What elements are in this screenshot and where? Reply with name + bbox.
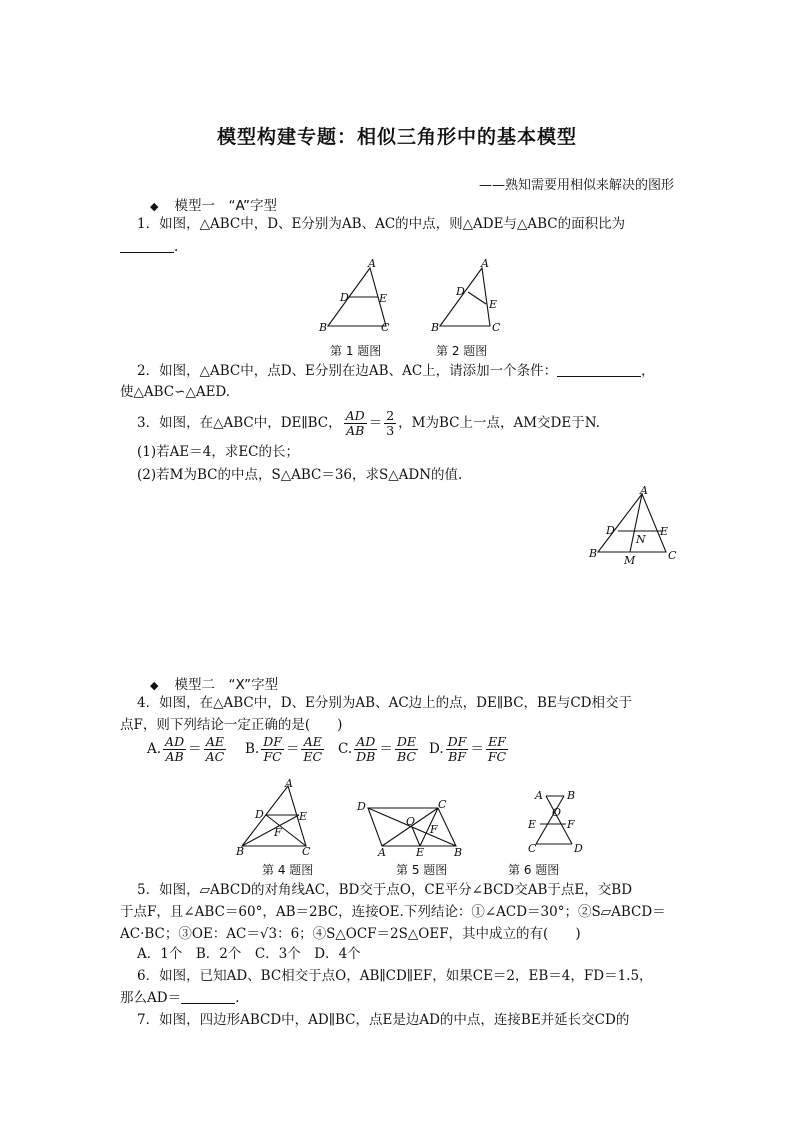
question-3-part-2: (2)若M为BC的中点，S△ABC＝36，求S△ADN的值. [137,467,463,483]
label-m: M [624,554,636,567]
label-c-2: C [492,321,501,334]
page-title: 模型构建专题：相似三角形中的基本模型 [216,126,577,148]
label-b-4: B [236,845,245,858]
label-a-4: A [285,778,293,790]
label-f-5: F [430,823,438,836]
fraction-two-thirds: $\frac{2}{3}$ [386,408,395,438]
label-c-6: C [528,842,537,855]
question-2-line-2: 使△ABC∽△AED. [120,384,231,400]
q4-option-a: A. $\frac{AD}{AB}$ ＝ $\frac{AE}{AC}$ [147,734,225,764]
label-d-3: D [606,524,615,537]
label-b-5: B [454,846,463,858]
figure-4 [230,778,320,858]
label-e: E [379,292,388,305]
answer-blank [181,989,235,1004]
label-e-3: E [660,525,669,538]
q4-option-d: D. $\frac{DF}{BF}$ ＝ $\frac{EF}{FC}$ [429,734,507,764]
label-b-6: B [567,789,576,802]
label-b: B [319,321,328,334]
question-2-line-1: 2．如图，△ABC中，点D、E分别在边AB、AC上，请添加一个条件： ， [137,363,655,379]
label-d: D [340,291,349,304]
figure-2 [426,258,510,338]
label-f-6: F [567,818,575,831]
label-n: N [636,533,646,546]
question-6-line-2: 那么AD＝ . [120,990,240,1006]
caption-fig5: 第 5 题图 [396,863,448,877]
section-header-model1: ◆ 模型一 “A”字型 [150,198,278,214]
question-1-line-2: . [120,236,680,258]
question-1-line-1: 1．如图，△ABC中，D、E分别为AB、AC的中点，则△ADE与△ABC的面积比为 [137,216,626,232]
label-d-2: D [456,285,465,298]
question-5-line-1: 5．如图，▱ABCD的对角线AC，BD交于点O，CE平分∠BCD交AB于点E，交BD [137,882,633,898]
question-6-line-1: 6．如图，已知AD、BC相交于点O，AB∥CD∥EF，如果CE＝2，EB＝4，FD＝1.5， [137,968,653,984]
label-a-5: A [378,846,386,858]
q4-option-b: B. $\frac{DF}{FC}$ ＝ $\frac{AE}{EC}$ [245,734,323,764]
question-5-line-4: A．1个 B．2个 C．3个 D．4个 [137,946,361,962]
segment-de-2 [468,292,486,304]
fraction-ad-ab: $\frac{AD}{AB}$ [345,408,365,438]
section-header-model2: ◆ 模型二 “X”字型 [150,677,279,693]
label-d-6: D [574,842,583,855]
answer-blank [120,238,174,253]
label-a: A [368,258,376,270]
label-a-6: A [535,789,543,802]
label-a-2: A [481,258,489,270]
diamond-bullet-icon: ◆ [150,679,159,692]
question-4-line-2: 点F，则下列结论一定正确的是( ) [120,717,343,733]
label-c-3: C [668,549,677,562]
label-e-2: E [489,298,498,311]
figure-6 [528,786,588,858]
diamond-bullet-icon: ◆ [150,200,159,213]
question-5-line-3: AC·BC；③OE：AC＝√3：6；④S△OCF＝2S△OEF，其中成立的有( ) [120,926,581,942]
question-4-line-1: 4．如图，在△ABC中，D、E分别为AB、AC边上的点，DE∥BC，BE与CD相交于 [137,695,632,711]
page-subtitle: ——熟知需要用相似来解决的图形 [478,178,674,193]
label-o-6: O [552,806,562,819]
label-e-6: E [528,818,537,831]
label-b-3: B [589,547,598,560]
label-e-5: E [416,846,425,858]
label-c: C [381,321,390,334]
figure-3 [584,484,684,570]
figure-5 [350,798,470,858]
caption-fig6: 第 6 题图 [508,863,560,877]
caption-fig2: 第 2 题图 [436,344,488,358]
label-b-2: B [431,321,440,334]
figure-1 [316,258,396,338]
label-c-4: C [302,845,311,858]
label-e-4: E [299,810,308,823]
label-c-5: C [438,798,447,811]
label-o-5: O [406,815,416,828]
q4-option-c: C. $\frac{AD}{DB}$ ＝ $\frac{DE}{BC}$ [338,734,417,764]
label-d-4: D [255,808,264,821]
question-5-line-2: 于点F，且∠ABC＝60°，AB＝2BC，连接OE.下列结论：①∠ACD＝30°；②S▱ABCD＝ [120,904,666,920]
label-a-3: A [640,484,648,497]
question-7-line-1: 7．如图，四边形ABCD中，AD∥BC，点E是边AD的中点，连接BE并延长交CD的 [137,1012,630,1028]
triangle-abc-2 [440,268,490,326]
answer-blank [557,362,641,377]
segment-be [242,815,299,846]
label-d-5: D [357,800,366,813]
caption-fig4: 第 4 题图 [262,863,314,877]
caption-fig1: 第 1 题图 [330,344,382,358]
question-3-line-1: 3．如图，在△ABC中，DE∥BC， $\frac{AD}{AB}$ ＝ $\frac{2}{3}$ ，M为BC上一点，AM交DE于N. [137,408,600,438]
label-f-4: F [274,826,282,839]
question-3-part-1: (1)若AE＝4，求EC的长； [137,444,299,460]
